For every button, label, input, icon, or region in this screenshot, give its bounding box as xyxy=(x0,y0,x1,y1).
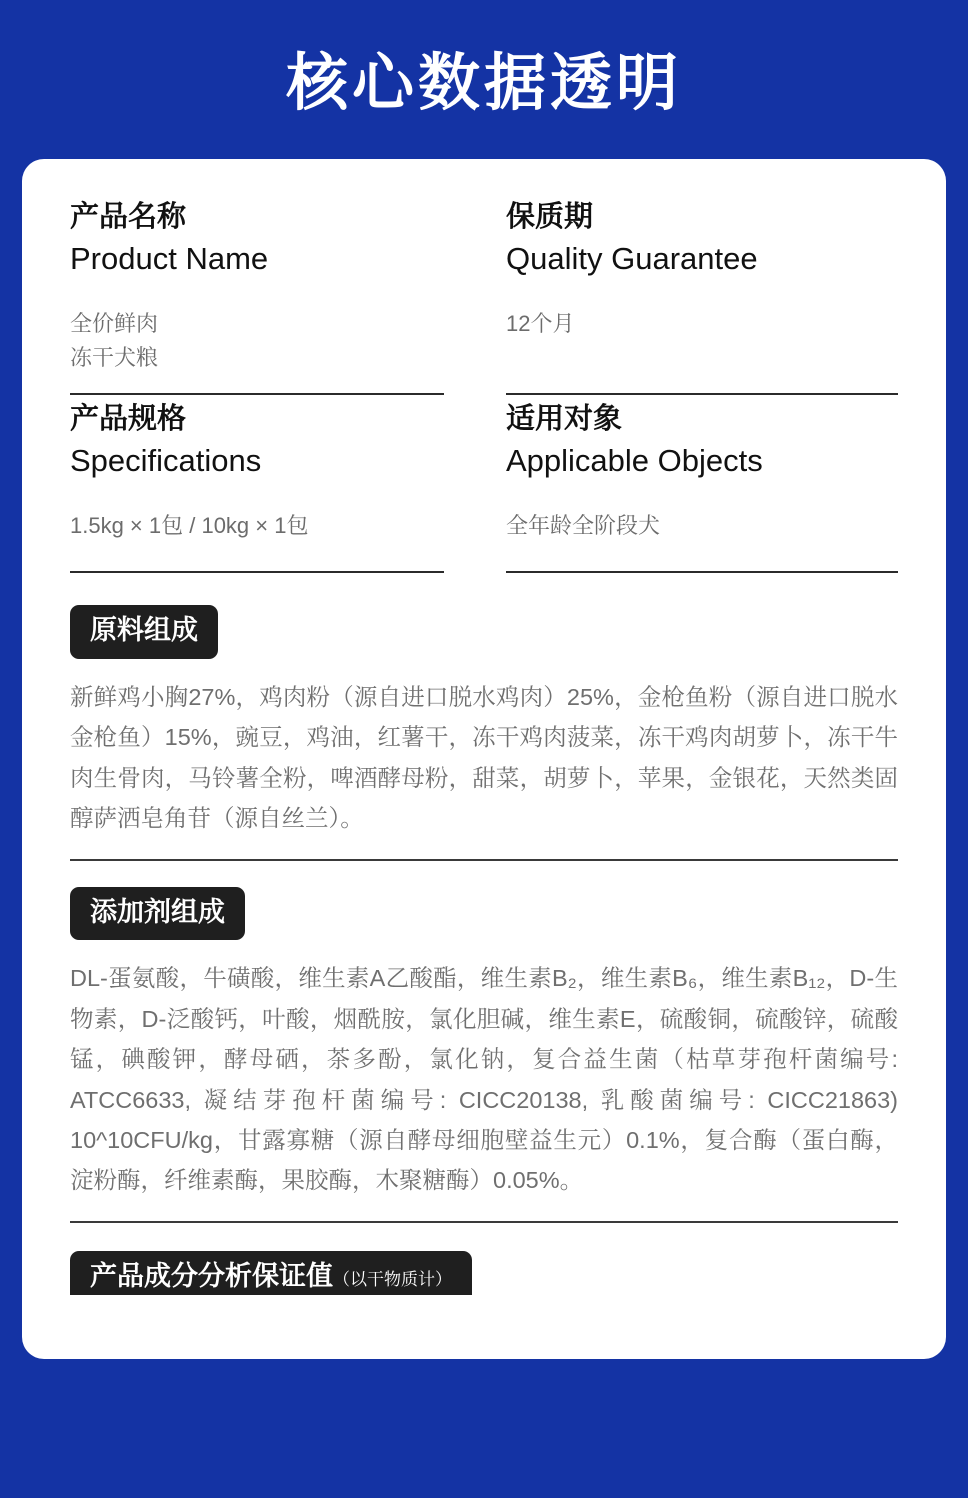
info-value-line: 全年龄全阶段犬 xyxy=(506,513,661,539)
info-cell-product-name xyxy=(70,199,484,401)
info-value xyxy=(70,307,444,375)
info-value xyxy=(506,307,898,341)
page-title: 核心数据透明 xyxy=(285,49,682,118)
info-label-cn: 产品规格 xyxy=(70,403,187,436)
info-cell-specifications xyxy=(70,401,484,579)
section-analysis-guarantee xyxy=(70,1251,898,1295)
section-ingredients xyxy=(70,605,898,860)
section-tag: 添加剂组成 xyxy=(70,887,245,941)
info-card xyxy=(22,159,946,1359)
info-grid xyxy=(70,199,898,579)
info-label-en: Specifications xyxy=(70,442,262,478)
info-label-en: Product Name xyxy=(70,240,269,276)
info-value-line: 冻干犬粮 xyxy=(70,345,159,371)
info-cell-quality-guarantee xyxy=(484,199,898,401)
section-tag: 原料组成 xyxy=(70,605,218,659)
section-additives xyxy=(70,887,898,1223)
info-value-line: 全价鲜肉 xyxy=(70,311,159,337)
info-label-cn: 保质期 xyxy=(506,201,594,234)
info-value-line: 12个月 xyxy=(506,311,575,337)
info-value xyxy=(70,509,444,543)
section-tag-sublabel: （以干物质计） xyxy=(333,1269,452,1289)
section-body-text: 新鲜鸡小胸27%，鸡肉粉（源自进口脱水鸡肉）25%，金枪鱼粉（源自进口脱水金枪鱼）15%，豌豆，鸡油，红薯干，冻干鸡肉菠菜，冻干鸡肉胡萝卜，冻干牛肉生骨肉，马铃薯全粉，啤酒酵母粉，甜菜，胡萝卜，苹果，金银花，天然类固醇萨洒皂角苷（源自丝兰）。 xyxy=(70,677,898,861)
info-label-en: Quality Guarantee xyxy=(506,240,758,276)
section-tag-label: 产品成分分析保证值 xyxy=(90,1260,333,1291)
section-body-text: DL-蛋氨酸，牛磺酸，维生素A乙酸酯，维生素B₂，维生素B₆，维生素B₁₂，D-生物素，D-泛酸钙，叶酸，烟酰胺，氯化胆碱，维生素E，硫酸铜，硫酸锌，硫酸锰，碘酸钾，酵母硒，茶多酚，氯化钠，复合益生菌（枯草芽孢杆菌编号: ATCC6633, 凝结芽孢杆菌编号: CICC20138, 乳酸菌编号: CICC21863) 10^10CFU/kg，甘露寡糖（源自酵母细胞壁益生元）0.1%，复合酶（蛋白酶，淀粉酶，纤维素酶，果胶酶，木聚糖酶）0.05%。 xyxy=(70,958,898,1222)
info-label-cn: 适用对象 xyxy=(506,403,623,436)
info-label-en: Applicable Objects xyxy=(506,442,763,478)
info-value-line: 1.5kg × 1包 / 10kg × 1包 xyxy=(70,513,309,539)
info-value xyxy=(506,509,898,543)
info-cell-applicable-objects xyxy=(484,401,898,579)
section-tag xyxy=(70,1251,472,1295)
info-label-cn: 产品名称 xyxy=(70,201,187,234)
